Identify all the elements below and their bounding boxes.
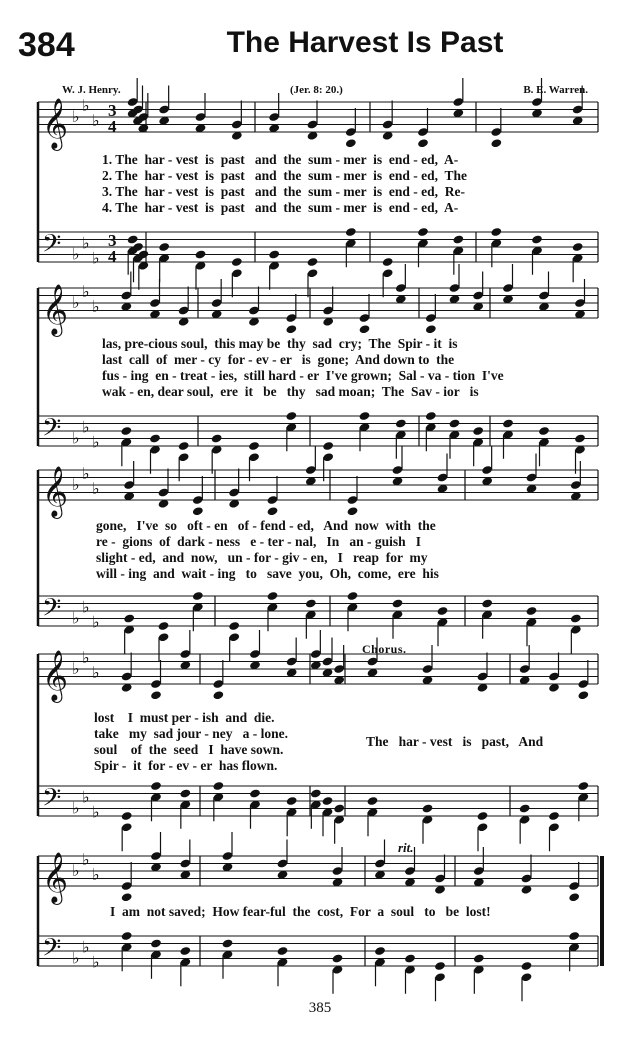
note-head bbox=[425, 324, 437, 334]
verse1-line-system1: 1. The har - vest is past and the sum - mer is end - ed, A- bbox=[102, 152, 459, 167]
flat-icon: ♭ bbox=[72, 244, 80, 264]
note-head bbox=[149, 433, 161, 443]
verse1-line-system3: gone, I've so oft - en of - fend - ed, And now with the bbox=[96, 518, 436, 533]
flat-icon: ♭ bbox=[92, 432, 100, 452]
note-head bbox=[521, 961, 533, 971]
verse2-line-system4: take my sad jour - ney a - lone. bbox=[94, 726, 288, 741]
treble-clef-icon: 𝄞 bbox=[42, 98, 69, 149]
note-head bbox=[192, 591, 204, 601]
note-head bbox=[490, 227, 502, 237]
flat-icon: ♭ bbox=[72, 608, 80, 628]
verse4-line-system3: will - ing and wait - ing to save you, Oh, come, ere his bbox=[96, 566, 439, 581]
note-head bbox=[382, 257, 394, 267]
flat-icon: ♭ bbox=[82, 463, 90, 483]
note-head bbox=[449, 418, 461, 428]
verse1-line-system2: las, pre-cious soul, this may be thy sad cry; The Spir - it is bbox=[102, 336, 458, 351]
flat-icon: ♭ bbox=[72, 107, 80, 126]
note-head bbox=[574, 433, 586, 443]
bass-clef-icon: 𝄢 bbox=[42, 593, 62, 629]
note-head bbox=[158, 242, 170, 252]
bass-clef-icon: 𝄢 bbox=[42, 413, 62, 449]
note-head bbox=[267, 591, 279, 601]
note-head bbox=[477, 811, 489, 821]
note-head bbox=[249, 788, 261, 798]
verse2-line-system3: re - gions of dark - ness e - ter - nal, In an - guish I bbox=[96, 534, 422, 549]
flat-icon: ♭ bbox=[72, 659, 80, 678]
note-head bbox=[568, 931, 580, 941]
note-head bbox=[395, 418, 407, 428]
chorus-line-system5: I am not saved; How fear-ful the cost, For a soul to be lost! bbox=[110, 904, 491, 919]
verse4-line-system4: Spir - it for - ev - er has flown. bbox=[94, 758, 278, 773]
time-signature-bottom: 4 bbox=[108, 117, 117, 136]
treble-clef-icon: 𝄞 bbox=[42, 466, 69, 517]
note-head bbox=[472, 426, 484, 436]
note-head bbox=[277, 946, 289, 956]
note-head bbox=[347, 506, 359, 516]
note-head bbox=[367, 796, 379, 806]
note-head bbox=[417, 227, 429, 237]
verse4-line-system2: wak - en, dear soul, ere it be thy sad moan; The Sav - ior is bbox=[102, 384, 479, 399]
time-signature-top: 3 bbox=[108, 231, 117, 250]
scripture-reference: (Jer. 8: 20.) bbox=[290, 84, 343, 96]
flat-icon: ♭ bbox=[92, 952, 100, 972]
bass-clef-icon: 𝄢 bbox=[42, 783, 62, 819]
note-head bbox=[417, 138, 429, 148]
note-head bbox=[434, 961, 446, 971]
treble-clef-icon: 𝄞 bbox=[42, 284, 69, 335]
note-head bbox=[332, 953, 344, 963]
note-head bbox=[267, 506, 279, 516]
hymn-title: The Harvest Is Past bbox=[226, 26, 504, 59]
note-head bbox=[572, 242, 584, 252]
note-head bbox=[192, 506, 204, 516]
note-head bbox=[425, 411, 437, 421]
note-head bbox=[150, 938, 162, 948]
note-head bbox=[158, 621, 170, 631]
note-head bbox=[490, 138, 502, 148]
verse2-line-system1: 2. The har - vest is past and the sum - mer is end - ed, The bbox=[102, 168, 468, 183]
flat-icon: ♭ bbox=[92, 864, 100, 884]
note-head bbox=[392, 598, 404, 608]
note-head bbox=[526, 606, 538, 616]
flat-icon: ♭ bbox=[72, 861, 80, 880]
note-head bbox=[179, 788, 191, 798]
note-head bbox=[577, 781, 589, 791]
note-head bbox=[452, 234, 464, 244]
note-head bbox=[286, 796, 298, 806]
note-head bbox=[305, 598, 317, 608]
flat-icon: ♭ bbox=[92, 248, 100, 268]
note-head bbox=[121, 811, 133, 821]
verse3-line-system2: fus - ing en - treat - ies, still hard - er I've grown; Sal - va - tion I've bbox=[102, 368, 504, 383]
note-head bbox=[310, 788, 322, 798]
note-head bbox=[121, 931, 133, 941]
note-head bbox=[322, 441, 334, 451]
note-head bbox=[538, 426, 550, 436]
time-signature-top: 3 bbox=[108, 101, 117, 120]
note-head bbox=[333, 803, 345, 813]
note-head bbox=[345, 138, 357, 148]
note-head bbox=[347, 591, 359, 601]
flat-icon: ♭ bbox=[72, 948, 80, 968]
flat-icon: ♭ bbox=[82, 281, 90, 301]
note-head bbox=[127, 234, 139, 244]
note-head bbox=[519, 803, 531, 813]
flat-icon: ♭ bbox=[92, 110, 100, 130]
note-head bbox=[548, 811, 560, 821]
note-head bbox=[502, 418, 514, 428]
flat-icon: ♭ bbox=[82, 787, 90, 807]
flat-icon: ♭ bbox=[92, 612, 100, 632]
flat-icon: ♭ bbox=[82, 233, 90, 253]
flat-icon: ♭ bbox=[92, 296, 100, 316]
chorus-label: Chorus. bbox=[362, 642, 407, 656]
note-head bbox=[285, 411, 297, 421]
treble-clef-icon: 𝄞 bbox=[42, 852, 69, 903]
note-head bbox=[248, 441, 260, 451]
note-head bbox=[211, 433, 223, 443]
note-head bbox=[178, 441, 190, 451]
verse2-line-system2: last call of mer - cy for - ev - er is gone; And down to the bbox=[102, 352, 455, 367]
flat-icon: ♭ bbox=[92, 802, 100, 822]
note-head bbox=[150, 781, 162, 791]
note-head bbox=[231, 257, 243, 267]
note-head bbox=[437, 606, 449, 616]
note-head bbox=[359, 411, 371, 421]
note-head bbox=[531, 234, 543, 244]
flat-icon: ♭ bbox=[92, 478, 100, 498]
note-head bbox=[374, 946, 386, 956]
treble-clef-icon: 𝄞 bbox=[42, 650, 69, 701]
flat-icon: ♭ bbox=[72, 798, 80, 818]
note-head bbox=[404, 953, 416, 963]
verse3-line-system4: soul of the seed I have sown. bbox=[94, 742, 284, 757]
note-head bbox=[322, 796, 334, 806]
flat-icon: ♭ bbox=[82, 95, 90, 115]
note-head bbox=[150, 690, 162, 700]
note-head bbox=[120, 426, 132, 436]
note-head bbox=[473, 953, 485, 963]
note-head bbox=[212, 690, 224, 700]
flat-icon: ♭ bbox=[82, 417, 90, 437]
note-head bbox=[123, 613, 135, 623]
verse4-line-system1: 4. The har - vest is past and the sum - mer is end - ed, A- bbox=[102, 200, 459, 215]
bass-clef-icon: 𝄢 bbox=[42, 933, 62, 969]
note-head bbox=[345, 227, 357, 237]
flat-icon: ♭ bbox=[82, 849, 90, 869]
note-head bbox=[285, 324, 297, 334]
chorus-line-system4: The har - vest is past, And bbox=[366, 734, 544, 749]
page-number: 385 bbox=[308, 1000, 332, 1016]
note-head bbox=[195, 249, 207, 259]
flat-icon: ♭ bbox=[82, 647, 90, 667]
verse1-line-system4: lost I must per - ish and die. bbox=[94, 710, 275, 725]
flat-icon: ♭ bbox=[72, 428, 80, 448]
verse3-line-system3: slight - ed, and now, un - for - giv - en, I reap for my bbox=[96, 550, 428, 565]
note-head bbox=[222, 938, 234, 948]
note-head bbox=[121, 892, 133, 902]
flat-icon: ♭ bbox=[82, 937, 90, 957]
note-head bbox=[268, 249, 280, 259]
flat-icon: ♭ bbox=[82, 597, 90, 617]
note-head bbox=[422, 803, 434, 813]
composer-credit: B. E. Warren. bbox=[523, 84, 588, 96]
note-head bbox=[577, 690, 589, 700]
verse3-line-system1: 3. The har - vest is past and the sum - mer is end - ed, Re- bbox=[102, 184, 466, 199]
note-head bbox=[179, 946, 191, 956]
note-head bbox=[307, 257, 319, 267]
hymn-number: 384 bbox=[18, 26, 75, 64]
note-head bbox=[359, 324, 371, 334]
lyricist-credit: W. J. Henry. bbox=[62, 84, 121, 96]
note-head bbox=[568, 892, 580, 902]
flat-icon: ♭ bbox=[72, 475, 80, 494]
bass-clef-icon: 𝄢 bbox=[42, 229, 62, 265]
note-head bbox=[212, 781, 224, 791]
time-signature-bottom: 4 bbox=[108, 247, 117, 266]
flat-icon: ♭ bbox=[92, 662, 100, 682]
ritardando-marking: rit. bbox=[398, 840, 414, 855]
note-head bbox=[228, 621, 240, 631]
note-head bbox=[570, 613, 582, 623]
note-head bbox=[481, 598, 493, 608]
flat-icon: ♭ bbox=[72, 293, 80, 312]
